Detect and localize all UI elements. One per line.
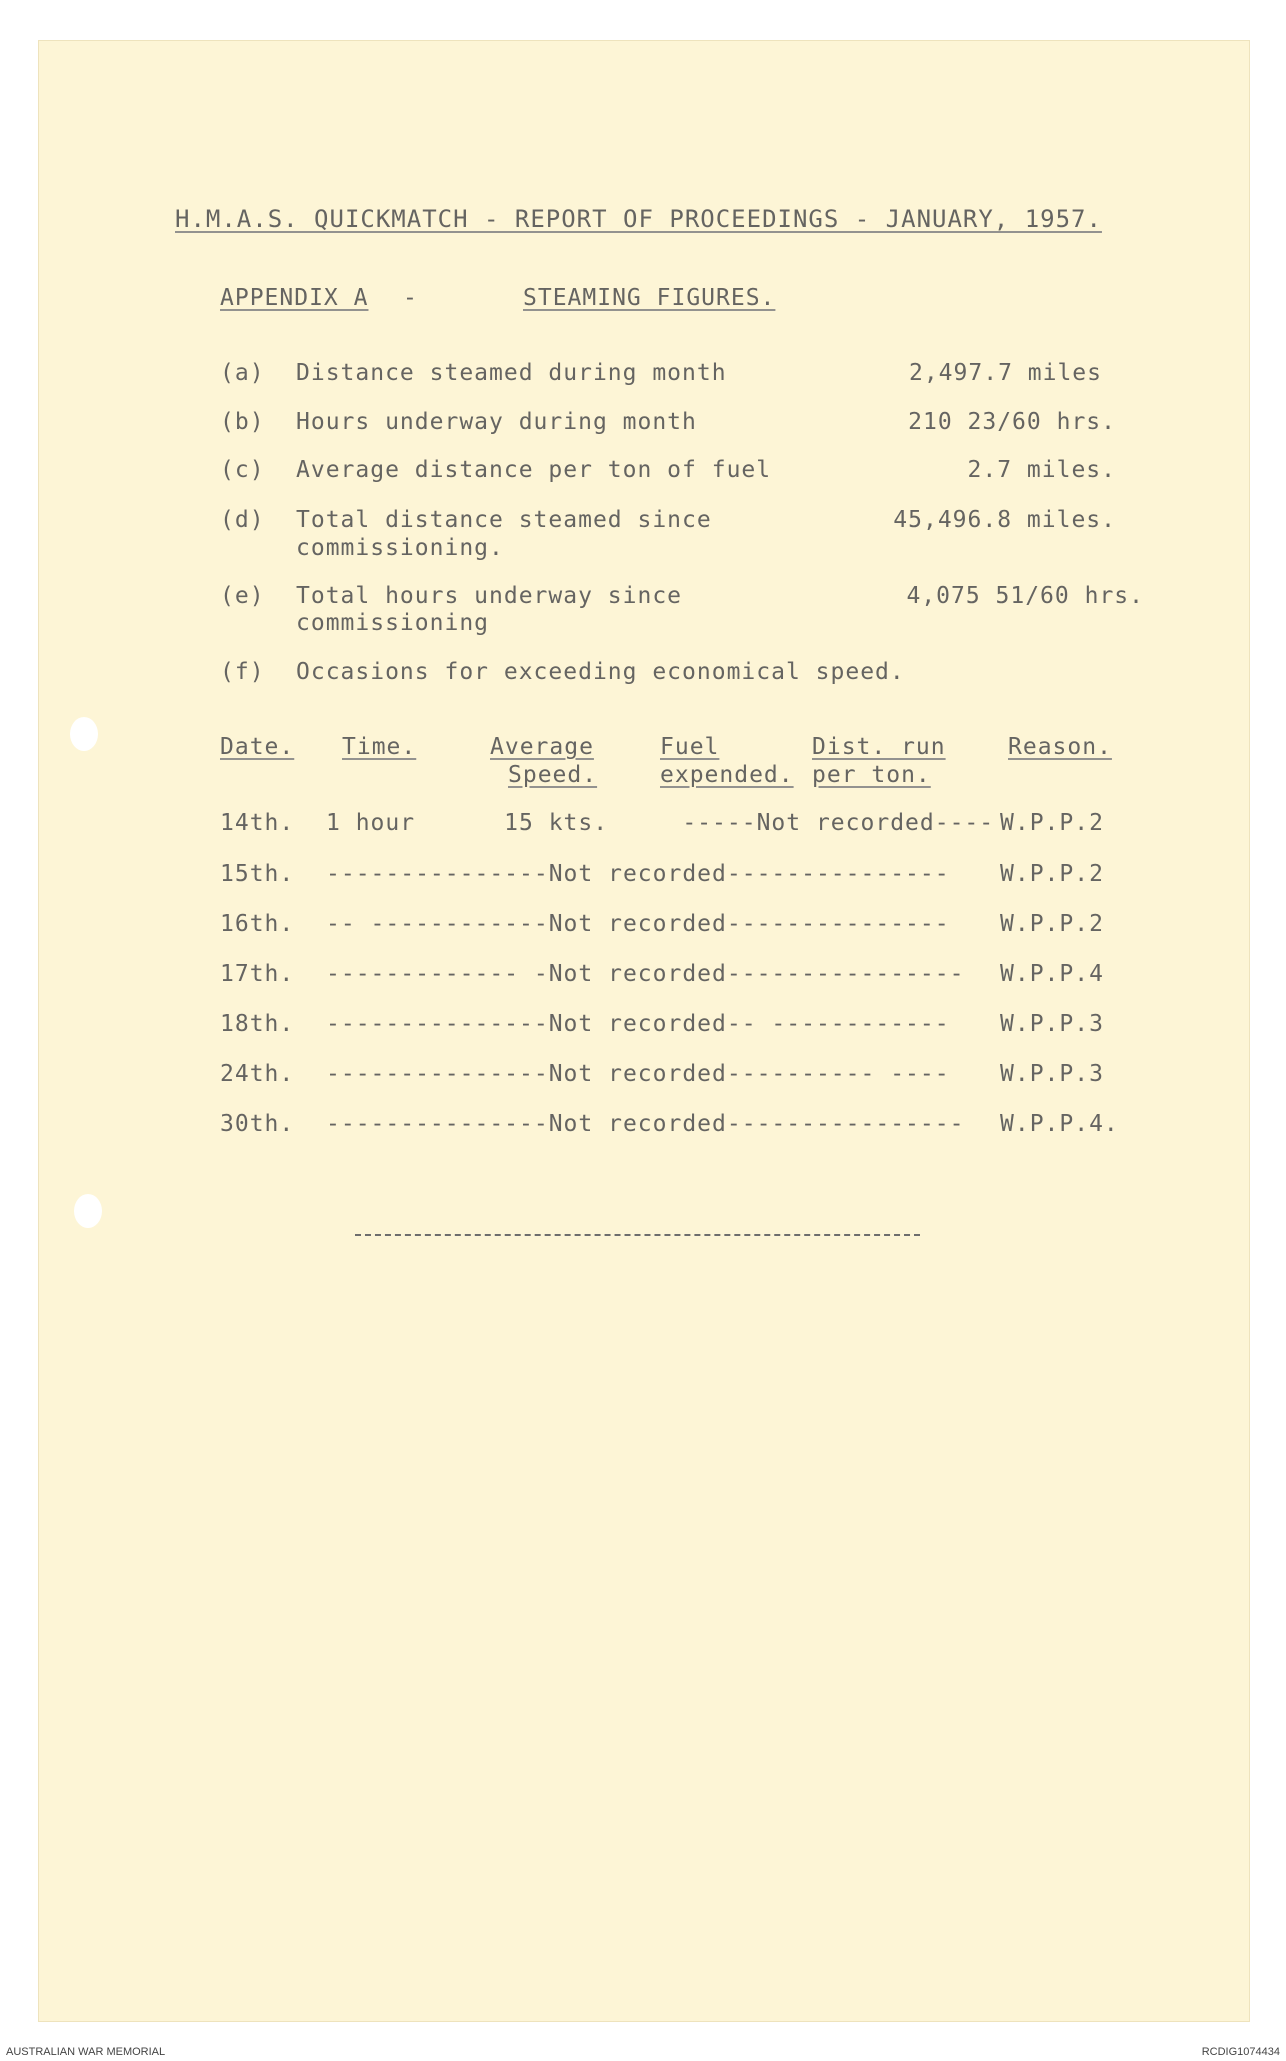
item-label: (d) xyxy=(220,507,265,533)
table-row-reason: W.P.P.3 xyxy=(1000,1061,1104,1087)
table-row-date: 30th. xyxy=(220,1111,295,1137)
item-value: 2.7 miles. xyxy=(967,457,1116,483)
table-row-body: ---------------Not recorded--------------- xyxy=(326,861,950,887)
report-title: H.M.A.S. QUICKMATCH - REPORT OF PROCEEDINGS - JANUARY, 1957. xyxy=(175,205,1102,233)
table-row-date: 14th. xyxy=(220,810,295,836)
header-average-speed-line2: Speed. xyxy=(508,762,598,788)
table-row-date: 18th. xyxy=(220,1011,295,1037)
header-fuel-line2: expended. xyxy=(660,762,794,788)
table-row-reason: W.P.P.2 xyxy=(1000,861,1104,887)
item-label: (e) xyxy=(220,583,265,609)
closing-rule xyxy=(355,1234,920,1236)
table-row-reason: W.P.P.3 xyxy=(1000,1011,1104,1037)
item-value: 2,497.7 miles xyxy=(908,360,1102,386)
item-text: Average distance per ton of fuel xyxy=(296,457,772,483)
table-row-body: ---------------Not recorded-- ------------ xyxy=(326,1011,950,1037)
item-value: 4,075 51/60 hrs. xyxy=(906,583,1144,609)
table-row-body: 1 hour 15 kts. -----Not recorded---- xyxy=(326,810,995,836)
table-row-reason: W.P.P.4 xyxy=(1000,961,1104,987)
table-row-date: 24th. xyxy=(220,1061,295,1087)
header-fuel: Fuel xyxy=(660,734,720,760)
table-row-body: -- ------------Not recorded--------------- xyxy=(326,911,950,937)
item-text: Hours underway during month xyxy=(296,409,697,435)
item-label: (c) xyxy=(220,457,265,483)
footer-record-id: RCDIG1074434 xyxy=(1201,2046,1280,2058)
table-row-body: ---------------Not recorded---------------- xyxy=(326,1111,965,1137)
footer-archive-name: AUSTRALIAN WAR MEMORIAL xyxy=(6,2046,166,2058)
header-time: Time. xyxy=(342,734,417,760)
table-row-body: ---------------Not recorded---------- ---- xyxy=(326,1061,950,1087)
item-label: (f) xyxy=(220,659,265,685)
item-value: 45,496.8 miles. xyxy=(893,507,1116,533)
table-row-date: 16th. xyxy=(220,911,295,937)
item-text: Occasions for exceeding economical speed. xyxy=(296,659,905,685)
header-reason: Reason. xyxy=(1008,734,1112,760)
item-text-continued: commissioning xyxy=(296,610,490,636)
header-dist-run-line2: per ton. xyxy=(812,762,931,788)
appendix-title: STEAMING FIGURES. xyxy=(523,285,776,311)
punch-hole xyxy=(74,1194,102,1228)
item-text: Total hours underway since xyxy=(296,583,683,609)
header-dist-run: Dist. run xyxy=(812,734,946,760)
table-row-reason: W.P.P.2 xyxy=(1000,810,1104,836)
punch-hole xyxy=(70,717,98,751)
appendix-dash: - xyxy=(403,285,418,311)
item-text-continued: commissioning. xyxy=(296,535,504,561)
table-row-date: 15th. xyxy=(220,861,295,887)
item-text: Distance steamed during month xyxy=(296,360,727,386)
item-value: 210 23/60 hrs. xyxy=(908,409,1116,435)
table-row-date: 17th. xyxy=(220,961,295,987)
appendix-label: APPENDIX A xyxy=(220,285,369,311)
table-row-body: ------------- -Not recorded---------------- xyxy=(326,961,965,987)
item-label: (b) xyxy=(220,409,265,435)
table-row-reason: W.P.P.2 xyxy=(1000,911,1104,937)
table-row-reason: W.P.P.4. xyxy=(1000,1111,1119,1137)
header-date: Date. xyxy=(220,734,295,760)
header-average-speed: Average xyxy=(490,734,594,760)
item-text: Total distance steamed since xyxy=(296,507,712,533)
item-label: (a) xyxy=(220,360,265,386)
